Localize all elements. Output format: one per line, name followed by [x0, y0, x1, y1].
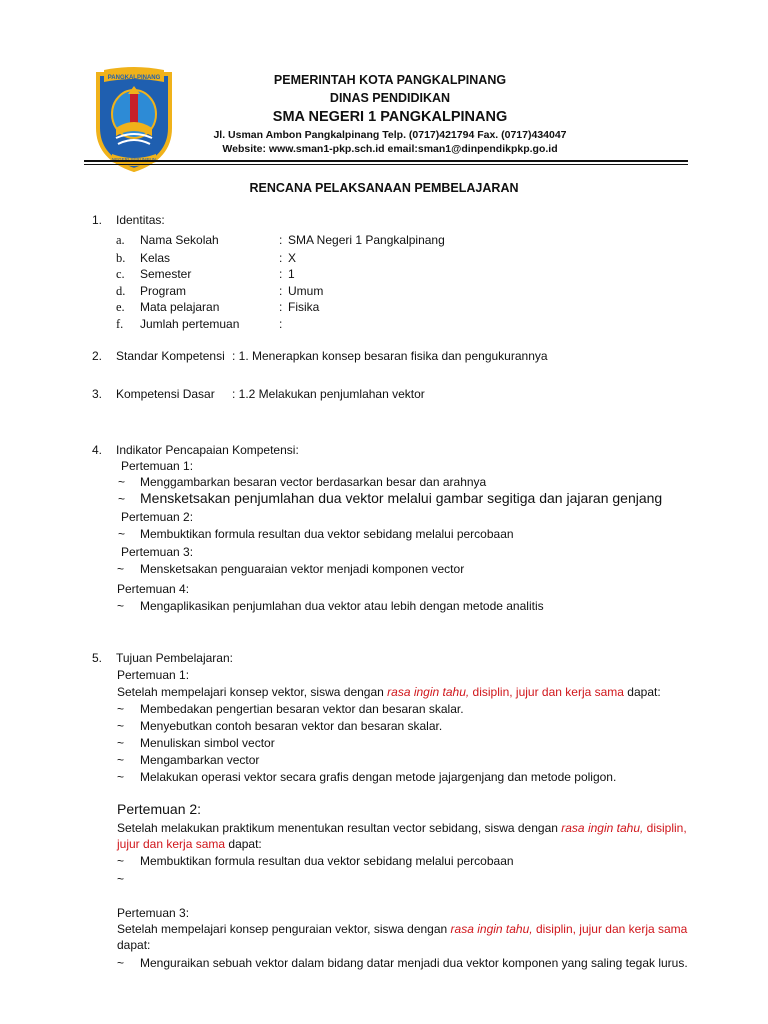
indicator-item: Mensketsakan penjumlahan dua vektor melalui gambar segitiga dan jajaran genjang [140, 490, 663, 506]
identity-label-semester: Semester [140, 267, 192, 281]
tilde-bullet: ~ [117, 770, 125, 784]
identity-value-school: SMA Negeri 1 Pangkalpinang [288, 233, 445, 247]
identity-value-program: Umum [288, 284, 324, 298]
tilde-bullet: ~ [117, 956, 125, 970]
basic-competency-value: : 1.2 Melakukan penjumlahan vektor [232, 387, 425, 401]
header-website-email: Website: www.sman1-pkp.sch.id email:sman1@dinpendikpkp.go.id [222, 143, 558, 155]
tilde-bullet: ~ [117, 854, 125, 868]
indicator-meeting-3-heading: Pertemuan 3: [121, 545, 194, 559]
tilde-bullet: ~ [117, 736, 125, 750]
objective-meeting-2-intro-line2: jujur dan kerja sama dapat: [117, 837, 262, 851]
header-address: Jl. Usman Ambon Pangkalpinang Telp. (0717)421794 Fax. (0717)434047 [213, 129, 567, 141]
svg-text:PANGKALPINANG: PANGKALPINANG [107, 75, 161, 81]
section-1-title: Identitas: [116, 213, 165, 227]
basic-competency-label: Kompetensi Dasar [116, 387, 215, 401]
indicator-meeting-2-heading: Pertemuan 2: [121, 510, 194, 524]
header-divider-thick [84, 160, 688, 162]
identity-label-program: Program [140, 284, 187, 298]
header-government: PEMERINTAH KOTA PANGKALPINANG [273, 73, 507, 87]
identity-label-school: Nama Sekolah [140, 233, 219, 247]
identity-value-semester: 1 [288, 267, 295, 281]
identity-label-class: Kelas [140, 251, 171, 265]
objective-meeting-3-intro-line1: Setelah mempelajari konsep penguraian vektor, siswa dengan rasa ingin tahu, disiplin, jujur dan kerja sama [117, 922, 688, 936]
indicator-meeting-4-heading: Pertemuan 4: [117, 582, 190, 596]
standard-competency-value: : 1. Menerapkan konsep besaran fisika dan pengukurannya [232, 349, 548, 363]
tilde-bullet: ~ [118, 492, 126, 506]
document-title: RENCANA PELAKSANAAN PEMBELAJARAN [249, 181, 519, 195]
identity-letter-f: f. [116, 317, 124, 331]
identity-value-class: X [288, 251, 297, 265]
header-divider-thin [84, 164, 688, 165]
tilde-bullet: ~ [118, 527, 126, 541]
svg-text:NEGERI SERUMPUN: NEGERI SERUMPUN [111, 157, 157, 162]
identity-letter-e: e. [116, 300, 125, 314]
indicator-item: Mensketsakan penguaraian vektor menjadi komponen vector [140, 562, 465, 576]
tilde-bullet: ~ [117, 562, 125, 576]
identity-letter-c: c. [116, 267, 125, 281]
identity-sep: : [279, 233, 283, 247]
identity-sep: : [279, 267, 283, 281]
indicator-item: Menggambarkan besaran vector berdasarkan besar dan arahnya [140, 475, 487, 489]
objective-item: Menuliskan simbol vector [140, 736, 275, 750]
objective-meeting-1-intro: Setelah mempelajari konsep vektor, siswa dengan rasa ingin tahu, disiplin, jujur dan kerja sama dapat: [117, 685, 661, 699]
header-school-name: SMA NEGERI 1 PANGKALPINANG [272, 109, 508, 125]
objective-item: Melakukan operasi vektor secara grafis dengan metode jajargenjang dan metode poligon. [140, 770, 617, 784]
tilde-bullet: ~ [118, 475, 126, 489]
identity-sep: : [279, 284, 283, 298]
objective-meeting-3-heading: Pertemuan 3: [117, 906, 190, 920]
section-4-number: 4. [92, 443, 103, 457]
objective-meeting-1-heading: Pertemuan 1: [117, 668, 190, 682]
section-3-number: 3. [92, 387, 103, 401]
indicator-item: Mengaplikasikan penjumlahan dua vektor atau lebih dengan metode analitis [140, 599, 544, 613]
indicator-meeting-1-heading: Pertemuan 1: [121, 459, 194, 473]
identity-label-subject: Mata pelajaran [140, 300, 220, 314]
standard-competency-label: Standar Kompetensi [116, 349, 225, 363]
tilde-bullet: ~ [117, 719, 125, 733]
tilde-bullet: ~ [117, 599, 125, 613]
objective-meeting-2-intro-line1: Setelah melakukan praktikum menentukan resultan vector sebidang, siswa dengan rasa ingin tahu, disiplin, [117, 821, 687, 835]
section-1-number: 1. [92, 213, 103, 227]
section-2-number: 2. [92, 349, 103, 363]
objective-item: Mengambarkan vector [140, 753, 260, 767]
identity-letter-a: a. [116, 233, 125, 247]
tilde-bullet: ~ [117, 872, 125, 886]
indicator-item: Membuktikan formula resultan dua vektor sebidang melalui percobaan [140, 527, 514, 541]
identity-sep: : [279, 317, 283, 331]
section-4-title: Indikator Pencapaian Kompetensi: [116, 443, 299, 457]
section-5-number: 5. [92, 651, 103, 665]
section-5-title: Tujuan Pembelajaran: [116, 651, 233, 665]
objective-item: Menyebutkan contoh besaran vektor dan besaran skalar. [140, 719, 443, 733]
header-department: DINAS PENDIDIKAN [329, 91, 451, 105]
school-crest-logo [92, 66, 176, 172]
identity-sep: : [279, 251, 283, 265]
identity-sep: : [279, 300, 283, 314]
objective-item: Membedakan pengertian besaran vektor dan besaran skalar. [140, 702, 464, 716]
objective-meeting-3-intro-line2: dapat: [117, 938, 151, 952]
tilde-bullet: ~ [117, 702, 125, 716]
objective-meeting-2-heading: Pertemuan 2: [117, 801, 202, 817]
identity-letter-d: d. [116, 284, 126, 298]
objective-item: Membuktikan formula resultan dua vektor sebidang melalui percobaan [140, 854, 514, 868]
identity-letter-b: b. [116, 251, 126, 265]
objective-item: Menguraikan sebuah vektor dalam bidang datar menjadi dua vektor komponen yang saling tegak lurus. [140, 956, 688, 970]
tilde-bullet: ~ [117, 753, 125, 767]
identity-label-meetings: Jumlah pertemuan [140, 317, 240, 331]
identity-value-subject: Fisika [288, 300, 320, 314]
